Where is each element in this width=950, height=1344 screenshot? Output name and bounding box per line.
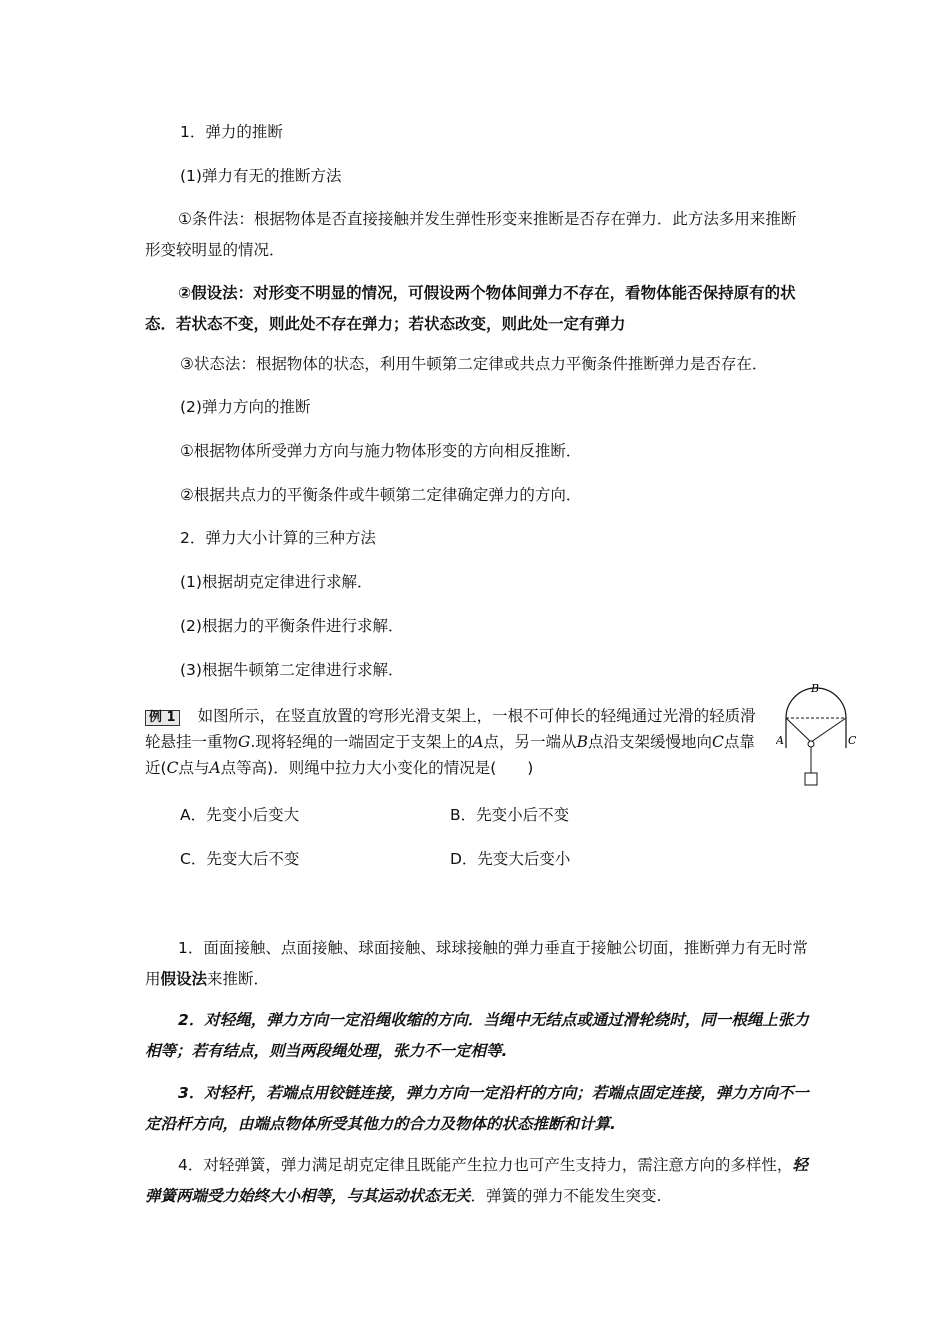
option-a: A．先变小后变大 <box>180 806 300 824</box>
section1-sub1: (1)弹力有无的推断方法 <box>180 167 342 185</box>
method-hypothesis: ②假设法：对形变不明显的情况，可假设两个物体间弹力不存在，看物体能否保持原有的状态．若状态不变，则此处不存在弹力；若状态改变，则此处一定有弹力 <box>145 284 796 333</box>
option-d: D．先变大后变小 <box>450 850 571 868</box>
direction-rule-2: ②根据共点力的平衡条件或牛顿第二定律确定弹力的方向． <box>180 486 582 504</box>
section1-sub2: (2)弹力方向的推断 <box>180 398 311 416</box>
method-condition: ①条件法：根据物体是否直接接触并发生弹性形变来推断是否存在弹力．此方法多用来推断形变较明显的情况． <box>145 210 797 259</box>
option-b: B．先变小后不变 <box>450 806 570 824</box>
note-2: 2．对轻绳，弹力方向一定沿绳收缩的方向．当绳中无结点或通过滑轮绕时，同一根绳上张力相等；若有结点，则当两段绳处理，张力不一定相等. <box>145 1011 809 1060</box>
figure-label-c: C <box>848 734 856 747</box>
calc-method-2: (2)根据力的平衡条件进行求解． <box>180 617 404 635</box>
calc-method-1: (1)根据胡克定律进行求解． <box>180 573 373 591</box>
note-1: 1．面面接触、点面接触、球面接触、球球接触的弹力垂直于接触公切面，推断弹力有无时常用假设法来推断． <box>145 939 808 988</box>
method-state: ③状态法：根据物体的状态，利用牛顿第二定律或共点力平衡条件推断弹力是否存在． <box>180 355 768 373</box>
direction-rule-1: ①根据物体所受弹力方向与施力物体形变的方向相反推断． <box>180 442 582 460</box>
option-c: C．先变大后不变 <box>180 850 300 868</box>
example-badge: 例 1 <box>145 710 180 726</box>
section1-heading: 1．弹力的推断 <box>180 123 283 141</box>
example-question: 例 1 如图所示，在竖直放置的穹形光滑支架上，一根不可伸长的轻绳通过光滑的轻质滑轮悬挂一重物G.现将轻绳的一端固定于支架上的A点，另一端从B点沿支架缓慢地向C点靠近(C点与A点等高)．则绳中拉力大小变化的情况是( ) <box>145 707 756 777</box>
figure-label-b: B <box>811 682 820 695</box>
note-3: 3．对轻杆，若端点用铰链连接，弹力方向一定沿杆的方向；若端点固定连接，弹力方向不一定沿杆方向，由端点物体所受其他力的合力及物体的状态推断和计算. <box>145 1084 809 1133</box>
calc-method-3: (3)根据牛顿第二定律进行求解． <box>180 661 404 679</box>
note-4: 4．对轻弹簧，弹力满足胡克定律且既能产生拉力也可产生支持力，需注意方向的多样性，轻弹簧两端受力始终大小相等，与其运动状态无关．弹簧的弹力不能发生突变. <box>145 1156 808 1205</box>
pulley-support-figure <box>776 678 856 790</box>
figure-label-a: A <box>776 734 784 747</box>
section2-heading: 2．弹力大小计算的三种方法 <box>180 529 376 547</box>
